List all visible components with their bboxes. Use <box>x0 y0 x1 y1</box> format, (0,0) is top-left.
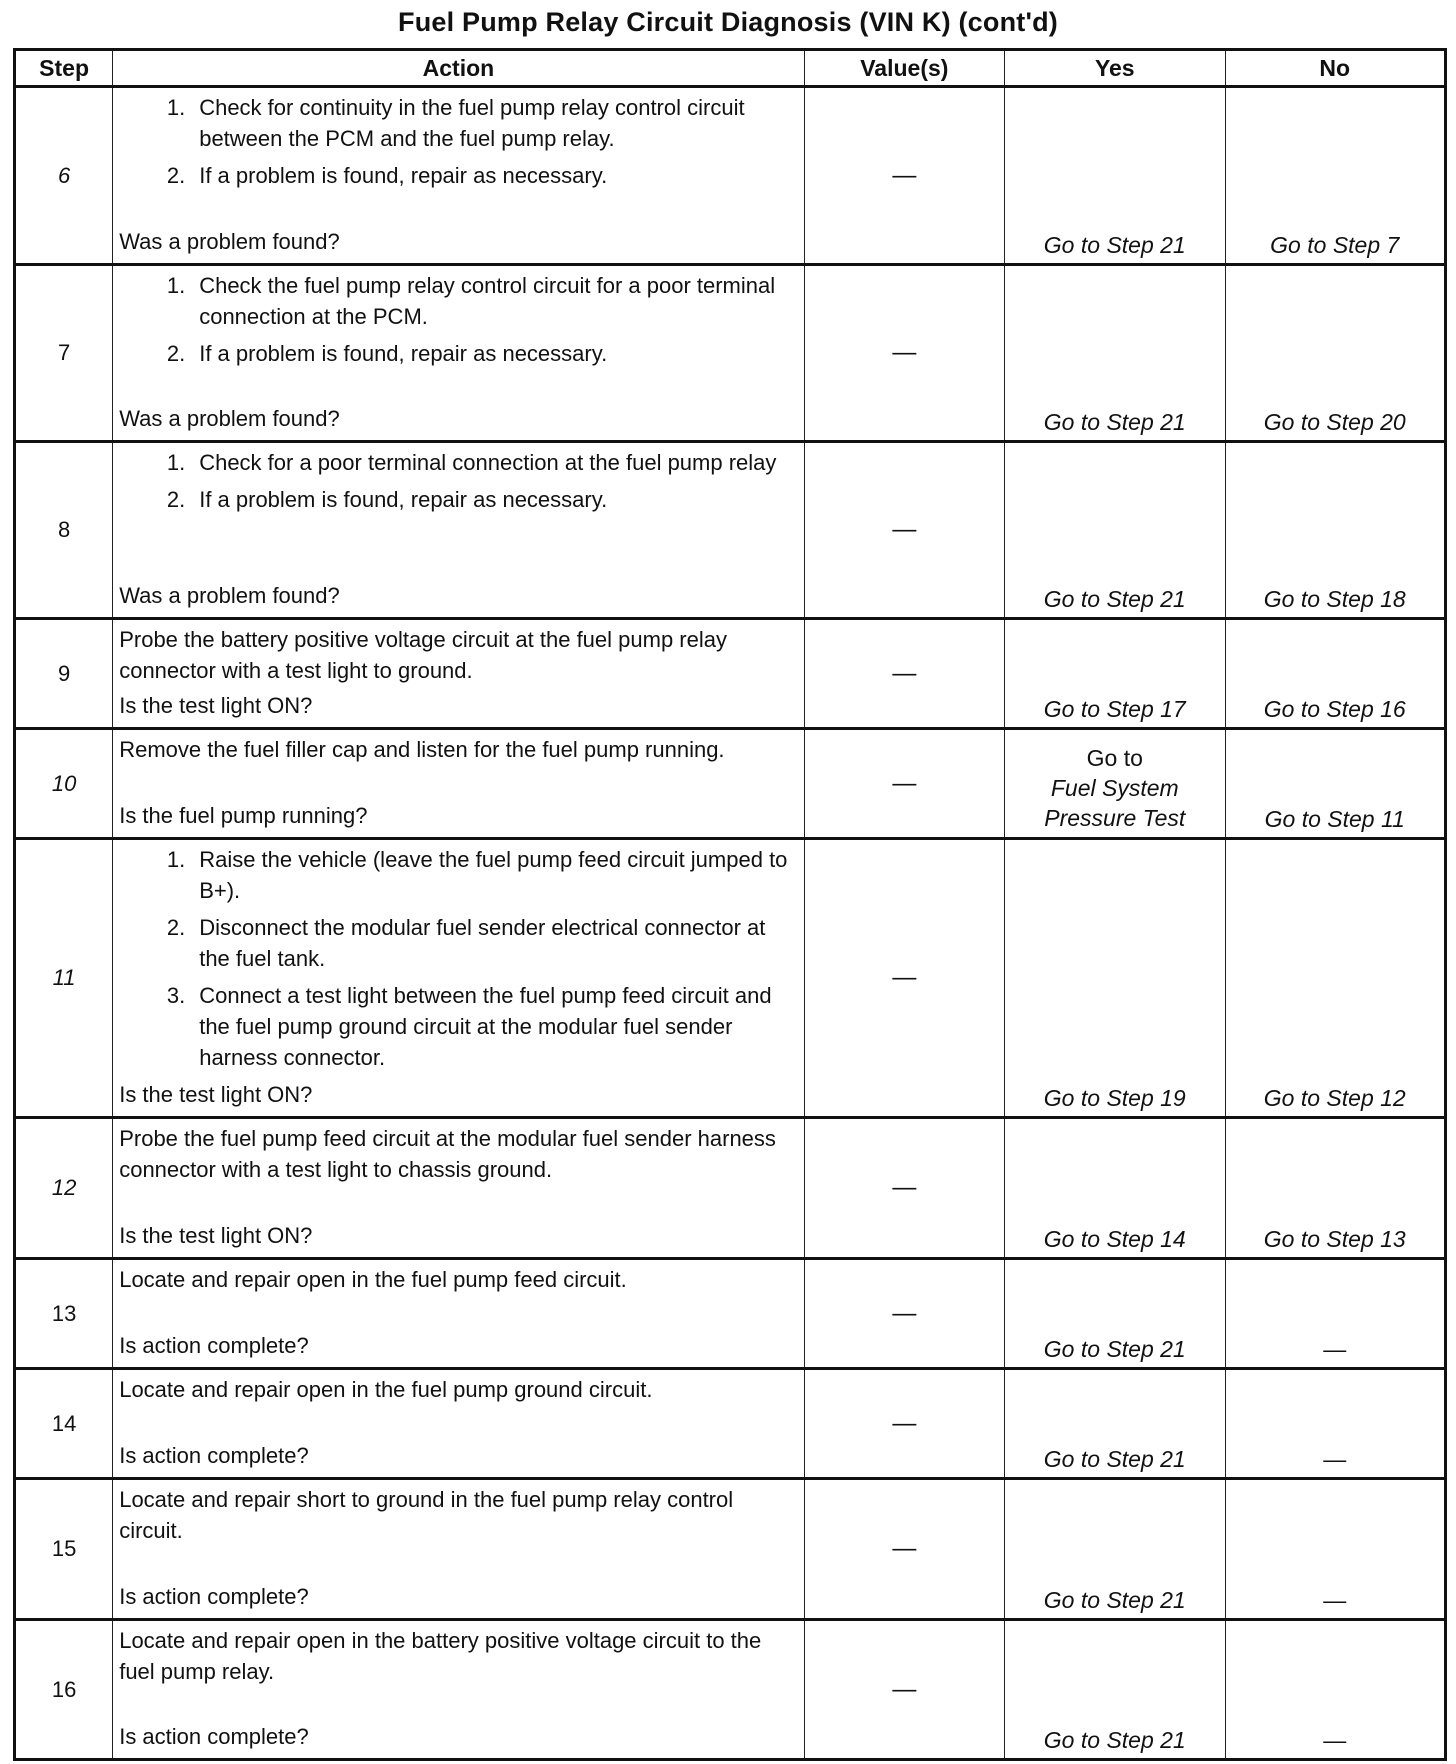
yes-prefix: Go to <box>1086 745 1143 771</box>
yes-cell: Go to Step 21 <box>1005 1620 1225 1760</box>
yes-cell: Go to Step 21 <box>1005 1479 1225 1620</box>
action-text: Remove the fuel filler cap and listen for the fuel pump running. <box>119 737 725 762</box>
yes-cell: Go to Step 21 <box>1005 1259 1225 1369</box>
value-cell: — <box>804 1620 1004 1760</box>
no-cell: Go to Step 12 <box>1225 839 1446 1118</box>
yes-link: Fuel System Pressure Test <box>1044 775 1186 831</box>
action-text: Locate and repair open in the fuel pump ground circuit. <box>119 1377 653 1402</box>
action-step: 1. Check the fuel pump relay control circuit for a poor terminal connection at the PCM. <box>166 273 776 329</box>
table-row <box>15 1118 1446 1259</box>
yes-cell: Go to Step 21 <box>1005 265 1225 442</box>
yes-cell: Go to Step 19 <box>1005 839 1225 1118</box>
yes-cell: Go to Step 21 <box>1005 1369 1225 1479</box>
no-cell: Go to Step 7 <box>1225 87 1446 265</box>
step-number: 8 <box>15 442 113 619</box>
no-cell: Go to Step 13 <box>1225 1118 1446 1259</box>
action-step: 2. Disconnect the modular fuel sender electrical connector at the fuel tank. <box>166 915 766 971</box>
step-number: 12 <box>15 1118 113 1259</box>
action-step: 1. Check for continuity in the fuel pump relay control circuit between the PCM and the fuel pump relay. <box>166 95 745 151</box>
yes-cell: Go to Step 21 <box>1005 87 1225 265</box>
yes-cell <box>1005 729 1225 839</box>
action-cell <box>113 1479 804 1620</box>
value-cell: — <box>804 1479 1004 1620</box>
table-row <box>15 619 1446 729</box>
action-cell <box>113 1118 804 1259</box>
value-cell: — <box>804 265 1004 442</box>
no-cell: — <box>1225 1620 1446 1760</box>
table-row <box>15 265 1446 442</box>
action-step: 1. Check for a poor terminal connection at the fuel pump relay <box>166 450 777 475</box>
value-cell: — <box>804 729 1004 839</box>
step-number: 13 <box>15 1259 113 1369</box>
action-step: 3. Connect a test light between the fuel pump feed circuit and the fuel pump ground circuit at the modular fuel sender harness connector. <box>166 983 772 1070</box>
action-question: Was a problem found? <box>119 406 340 431</box>
action-question: Was a problem found? <box>119 229 340 254</box>
step-number: 14 <box>15 1369 113 1479</box>
header-yes: Yes <box>1005 50 1225 87</box>
action-cell <box>113 87 804 265</box>
action-question: Is action complete? <box>119 1443 309 1468</box>
no-cell: Go to Step 11 <box>1225 729 1446 839</box>
action-question: Is the test light ON? <box>119 1082 313 1107</box>
table-row <box>15 729 1446 839</box>
table-row <box>15 1369 1446 1479</box>
table-row <box>15 1620 1446 1760</box>
step-number: 9 <box>15 619 113 729</box>
step-number: 11 <box>15 839 113 1118</box>
action-cell <box>113 442 804 619</box>
page-title: Fuel Pump Relay Circuit Diagnosis (VIN K) (cont'd) <box>398 7 1058 37</box>
table-row <box>15 1479 1446 1620</box>
action-step: 2. If a problem is found, repair as necessary. <box>166 163 608 188</box>
no-cell: — <box>1225 1369 1446 1479</box>
step-number: 7 <box>15 265 113 442</box>
table-row <box>15 839 1446 1118</box>
action-text: Probe the battery positive voltage circuit at the fuel pump relay connector with a test light to ground. <box>119 627 727 683</box>
header-no: No <box>1225 50 1446 87</box>
step-number: 16 <box>15 1620 113 1760</box>
value-cell: — <box>804 619 1004 729</box>
value-cell: — <box>804 839 1004 1118</box>
yes-cell: Go to Step 17 <box>1005 619 1225 729</box>
action-cell <box>113 265 804 442</box>
action-question: Is action complete? <box>119 1584 309 1609</box>
action-text: Locate and repair open in the battery positive voltage circuit to the fuel pump relay. <box>119 1628 762 1684</box>
header-step: Step <box>15 50 113 87</box>
yes-cell: Go to Step 14 <box>1005 1118 1225 1259</box>
action-step: 2. If a problem is found, repair as necessary. <box>166 341 608 366</box>
value-cell: — <box>804 1369 1004 1479</box>
action-question: Is action complete? <box>119 1333 309 1358</box>
header-row <box>15 50 1446 87</box>
value-cell: — <box>804 87 1004 265</box>
value-cell: — <box>804 442 1004 619</box>
table-row <box>15 87 1446 265</box>
action-question: Was a problem found? <box>119 583 340 608</box>
yes-cell: Go to Step 21 <box>1005 442 1225 619</box>
action-cell <box>113 729 804 839</box>
step-number: 6 <box>15 87 113 265</box>
action-question: Is the test light ON? <box>119 1223 313 1248</box>
header-action: Action <box>113 50 804 87</box>
no-cell: Go to Step 16 <box>1225 619 1446 729</box>
no-cell: Go to Step 18 <box>1225 442 1446 619</box>
diagnosis-table-container <box>13 48 1447 1754</box>
action-question: Is the fuel pump running? <box>119 803 368 828</box>
action-question: Is the test light ON? <box>119 693 313 718</box>
action-question: Is action complete? <box>119 1724 309 1749</box>
table-row <box>15 1259 1446 1369</box>
action-step: 2. If a problem is found, repair as necessary. <box>166 487 608 512</box>
action-text: Probe the fuel pump feed circuit at the modular fuel sender harness connector with a test light to chassis ground. <box>119 1126 776 1182</box>
action-step: 1. Raise the vehicle (leave the fuel pump feed circuit jumped to B+). <box>166 847 788 903</box>
table-row <box>15 442 1446 619</box>
action-text: Locate and repair open in the fuel pump feed circuit. <box>119 1267 627 1292</box>
no-cell: — <box>1225 1479 1446 1620</box>
diagnosis-table <box>13 48 1447 1761</box>
value-cell: — <box>804 1259 1004 1369</box>
action-cell <box>113 1620 804 1760</box>
action-cell <box>113 839 804 1118</box>
value-cell: — <box>804 1118 1004 1259</box>
action-cell <box>113 1259 804 1369</box>
no-cell: Go to Step 20 <box>1225 265 1446 442</box>
header-values: Value(s) <box>804 50 1004 87</box>
no-cell: — <box>1225 1259 1446 1369</box>
action-cell <box>113 1369 804 1479</box>
action-text: Locate and repair short to ground in the fuel pump relay control circuit. <box>119 1487 734 1543</box>
step-number: 15 <box>15 1479 113 1620</box>
action-cell <box>113 619 804 729</box>
step-number: 10 <box>15 729 113 839</box>
